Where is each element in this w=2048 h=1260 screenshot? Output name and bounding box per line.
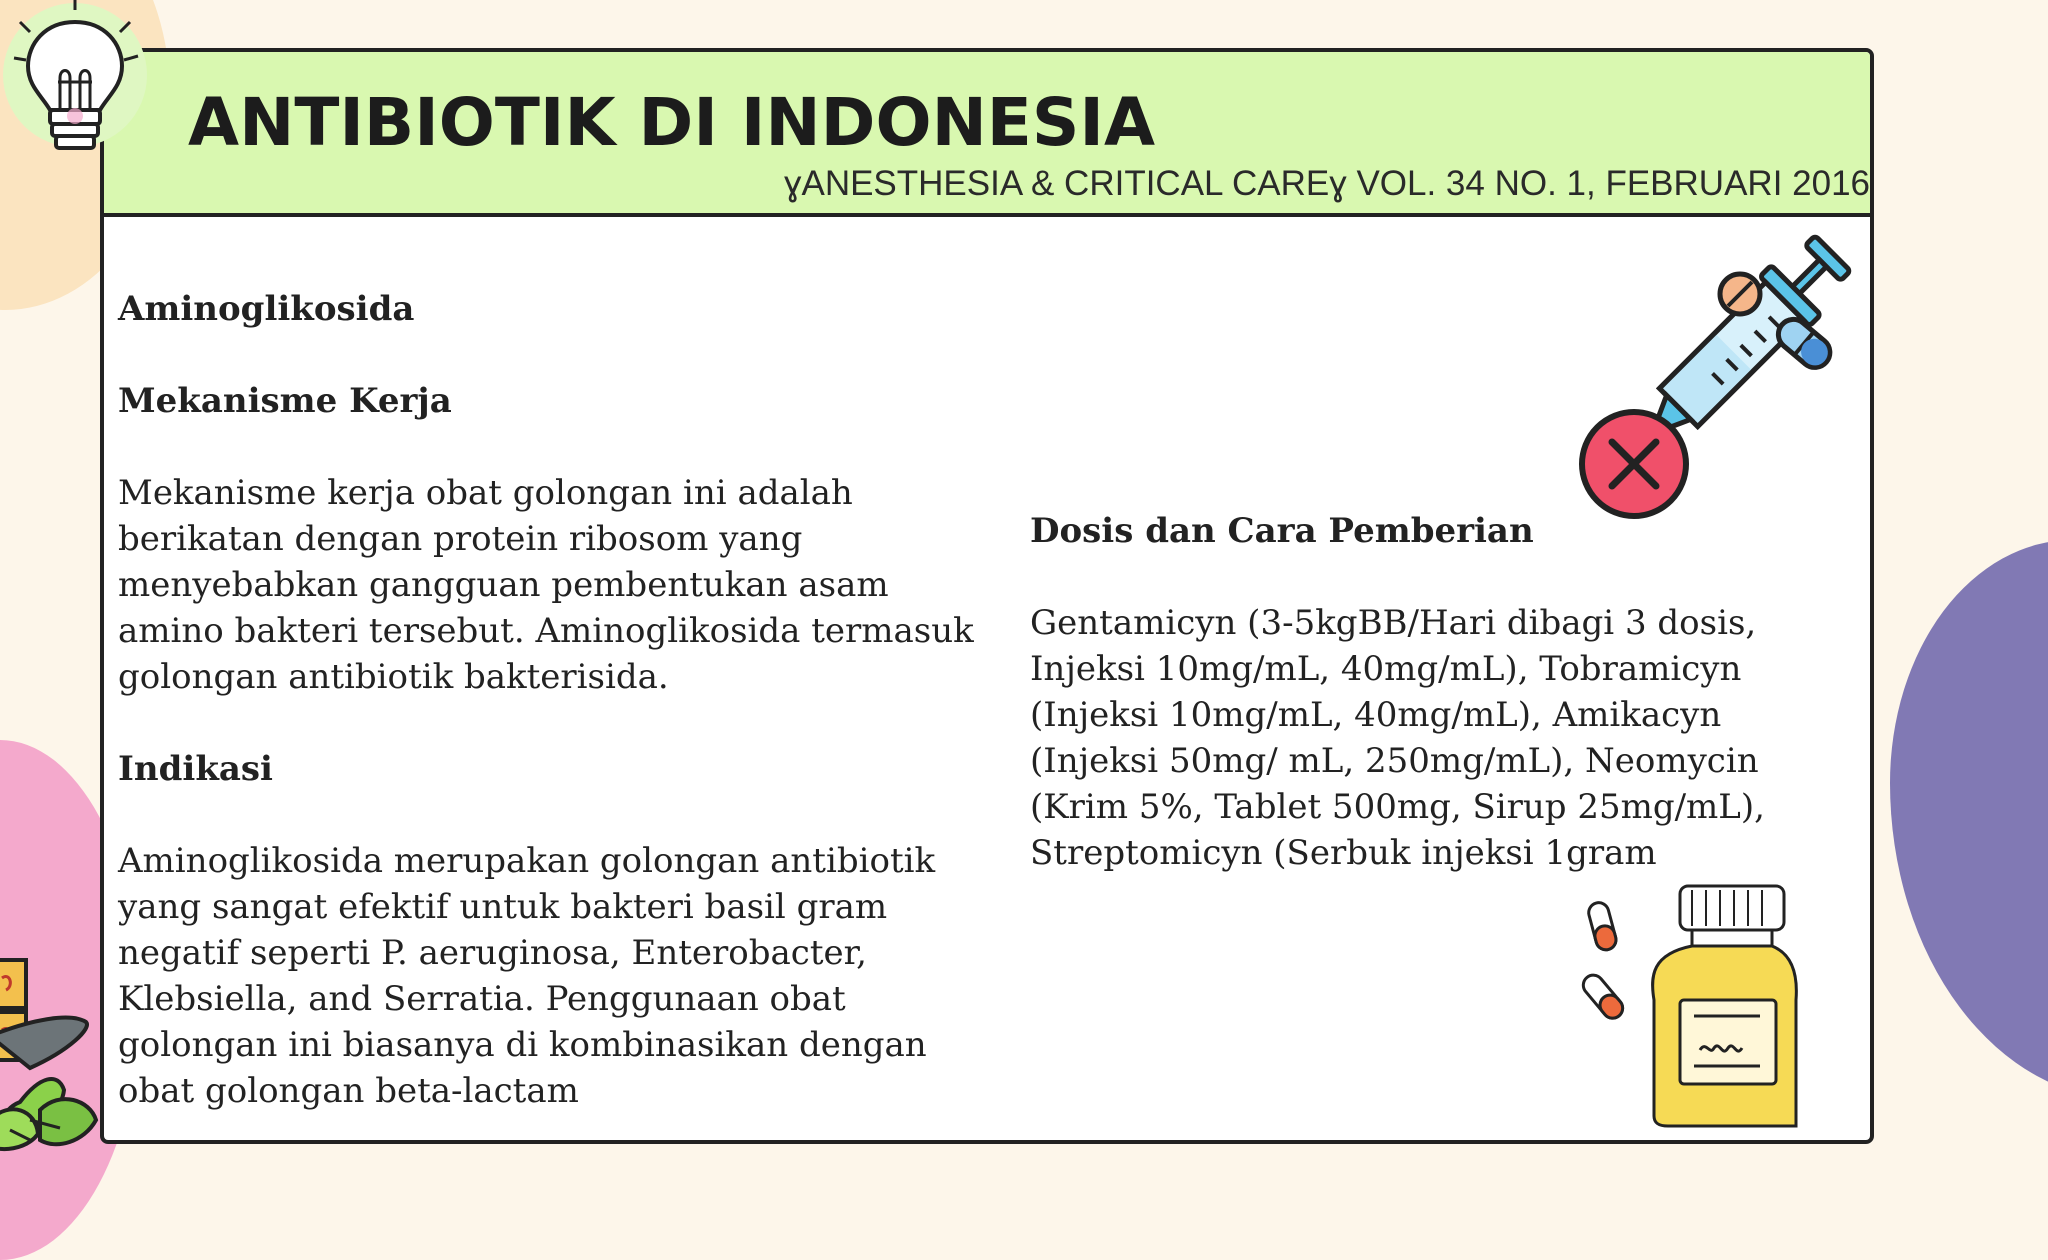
right-column xyxy=(1030,508,1860,876)
indication-text: Aminoglikosida merupakan golongan antibiotik yang sangat efektif untuk bakteri basil gram negatif seperti P. aeruginosa, Enterobacter, Klebsiella, and Serratia. Penggunaan obat golongan ini biasanya di kombinasikan dengan obat golongan beta-lactam xyxy=(118,841,936,1111)
header-band xyxy=(104,52,1870,217)
left-column xyxy=(118,286,998,1114)
slide-title: ANTIBIOTIK DI INDONESIA xyxy=(188,84,1156,161)
indication-heading: Indikasi xyxy=(118,749,273,789)
drug-class-heading: Aminoglikosida xyxy=(118,289,415,329)
background-blob-purple xyxy=(1890,540,2048,1100)
lightbulb-icon xyxy=(0,0,150,180)
dosage-text: Gentamicyn (3-5kgBB/Hari dibagi 3 dosis, Injeksi 10mg/mL, 40mg/mL), Tobramicyn (Injeksi 10mg/mL, 40mg/mL), Amikacyn (Injeksi 50mg/ mL, 250mg/mL), Neomycin (Krim 5%, Tablet 500mg, Sirup 25mg/mL), Streptomicyn (Serbuk injeksi 1gram xyxy=(1030,603,1765,873)
dosage-heading: Dosis dan Cara Pemberian xyxy=(1030,511,1534,551)
mortar-pestle-icon xyxy=(0,950,130,1152)
slide-subtitle: ɣANESTHESIA & CRITICAL CAREɣ VOL. 34 NO. 1, FEBRUARI 2016 xyxy=(783,164,1870,203)
mechanism-text: Mekanisme kerja obat golongan ini adalah berikatan dengan protein ribosom yang menyebabkan gangguan pembentukan asam amino bakteri tersebut. Aminoglikosida termasuk golongan antibiotik bakterisida. xyxy=(118,473,974,697)
mechanism-heading: Mekanisme Kerja xyxy=(118,381,452,421)
syringe-icon xyxy=(1564,232,1854,522)
medicine-bottle-icon xyxy=(1560,880,1800,1130)
